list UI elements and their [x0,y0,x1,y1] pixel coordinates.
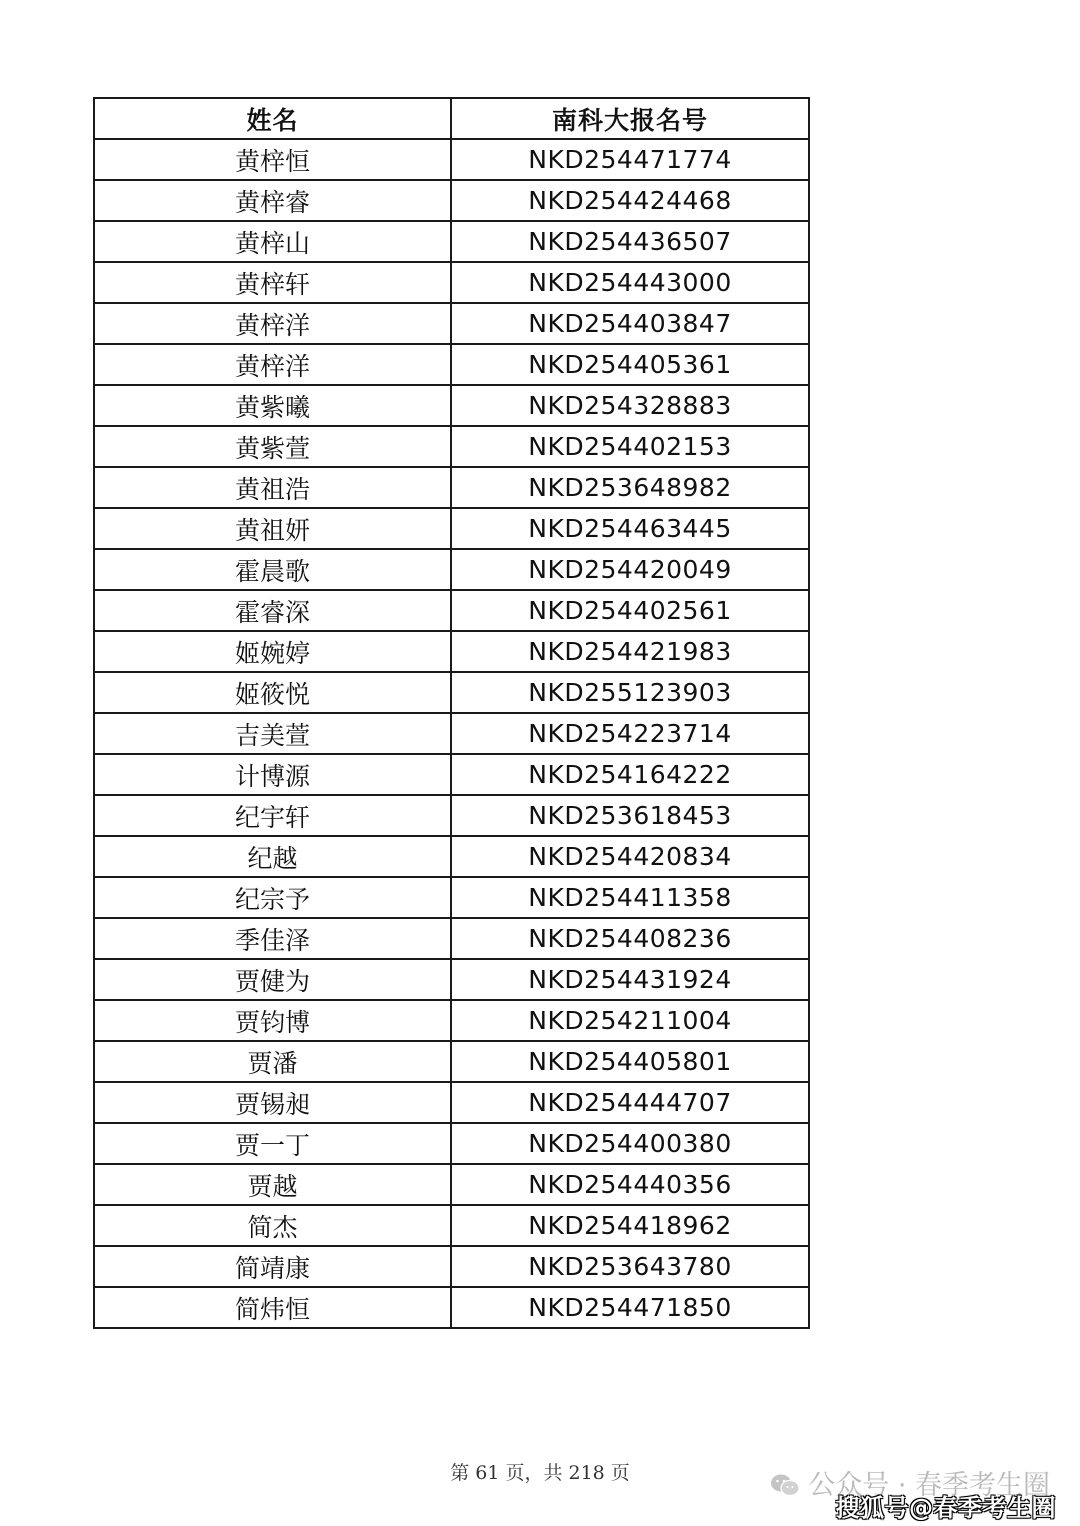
student-name: 黄紫曦 [94,385,451,426]
student-name: 姬婉婷 [94,631,451,672]
student-name: 简杰 [94,1205,451,1246]
registration-number: NKD254223714 [451,713,809,754]
table-row [94,1082,809,1123]
registration-number: NKD254444707 [451,1082,809,1123]
table-header-row [94,98,809,139]
table-row [94,385,809,426]
table-row [94,467,809,508]
registration-number: NKD254402561 [451,590,809,631]
sohu-watermark [836,1488,1057,1523]
table-body [94,139,809,1328]
table-row [94,713,809,754]
registration-number: NKD254402153 [451,426,809,467]
table-row [94,303,809,344]
student-name: 黄梓洋 [94,303,451,344]
student-name: 霍睿深 [94,590,451,631]
sohu-watermark-label: 搜狐号@春季考生圈 [835,1494,1056,1522]
student-name: 霍晨歌 [94,549,451,590]
registration-number: NKD254420834 [451,836,809,877]
student-name: 计博源 [94,754,451,795]
table-row [94,631,809,672]
table-row [94,795,809,836]
table-row [94,262,809,303]
student-name: 黄祖浩 [94,467,451,508]
table-row [94,508,809,549]
registration-number: NKD254440356 [451,1164,809,1205]
student-name: 吉美萱 [94,713,451,754]
student-name: 黄祖妍 [94,508,451,549]
registration-number: NKD254463445 [451,508,809,549]
registration-number: NKD254431924 [451,959,809,1000]
page-number-label: 第 61 页，共 218 页 [450,1462,630,1484]
registration-number: NKD253643780 [451,1246,809,1287]
student-name: 纪宗予 [94,877,451,918]
table-row [94,1123,809,1164]
wechat-icon [770,1473,800,1497]
table-row [94,959,809,1000]
table-row [94,1000,809,1041]
student-name: 纪越 [94,836,451,877]
registration-number: NKD254420049 [451,549,809,590]
table-row [94,344,809,385]
registration-number: NKD254328883 [451,385,809,426]
table-row [94,1287,809,1328]
student-name: 简炜恒 [94,1287,451,1328]
header-name: 姓名 [94,98,451,139]
student-name: 黄紫萱 [94,426,451,467]
student-name: 贾健为 [94,959,451,1000]
registration-number: NKD254471850 [451,1287,809,1328]
student-name: 贾潘 [94,1041,451,1082]
student-name: 贾锡昶 [94,1082,451,1123]
student-name: 黄梓山 [94,221,451,262]
registration-number: NKD254418962 [451,1205,809,1246]
registration-number: NKD254436507 [451,221,809,262]
registration-number: NKD255123903 [451,672,809,713]
registration-number: NKD254405801 [451,1041,809,1082]
registration-number: NKD254403847 [451,303,809,344]
account-watermark-label: 公众号 · 春季考生圈 [808,1470,1050,1501]
student-name: 黄梓恒 [94,139,451,180]
table-row [94,549,809,590]
table-row [94,590,809,631]
registration-number: NKD253618453 [451,795,809,836]
student-name: 姬筱悦 [94,672,451,713]
table-row [94,836,809,877]
table-row [94,1164,809,1205]
table-row [94,918,809,959]
registration-number: NKD254405361 [451,344,809,385]
student-name: 季佳泽 [94,918,451,959]
student-name: 贾一丁 [94,1123,451,1164]
table-row [94,877,809,918]
student-name: 黄梓洋 [94,344,451,385]
registration-number: NKD254164222 [451,754,809,795]
table-row [94,221,809,262]
student-name: 黄梓睿 [94,180,451,221]
student-name: 黄梓轩 [94,262,451,303]
student-name: 贾钧博 [94,1000,451,1041]
registration-number: NKD254443000 [451,262,809,303]
table-row [94,1205,809,1246]
student-name: 纪宇轩 [94,795,451,836]
registration-table [93,97,810,1329]
table-row [94,1041,809,1082]
table-row [94,1246,809,1287]
registration-number: NKD254471774 [451,139,809,180]
table-row [94,672,809,713]
student-name: 贾越 [94,1164,451,1205]
table-row [94,426,809,467]
registration-number: NKD254408236 [451,918,809,959]
student-name: 简靖康 [94,1246,451,1287]
table-row [94,754,809,795]
registration-number: NKD254411358 [451,877,809,918]
registration-number: NKD254211004 [451,1000,809,1041]
header-registration-no: 南科大报名号 [451,98,809,139]
table-row [94,139,809,180]
registration-number: NKD254421983 [451,631,809,672]
registration-number: NKD253648982 [451,467,809,508]
registration-number: NKD254424468 [451,180,809,221]
table-row [94,180,809,221]
registration-number: NKD254400380 [451,1123,809,1164]
